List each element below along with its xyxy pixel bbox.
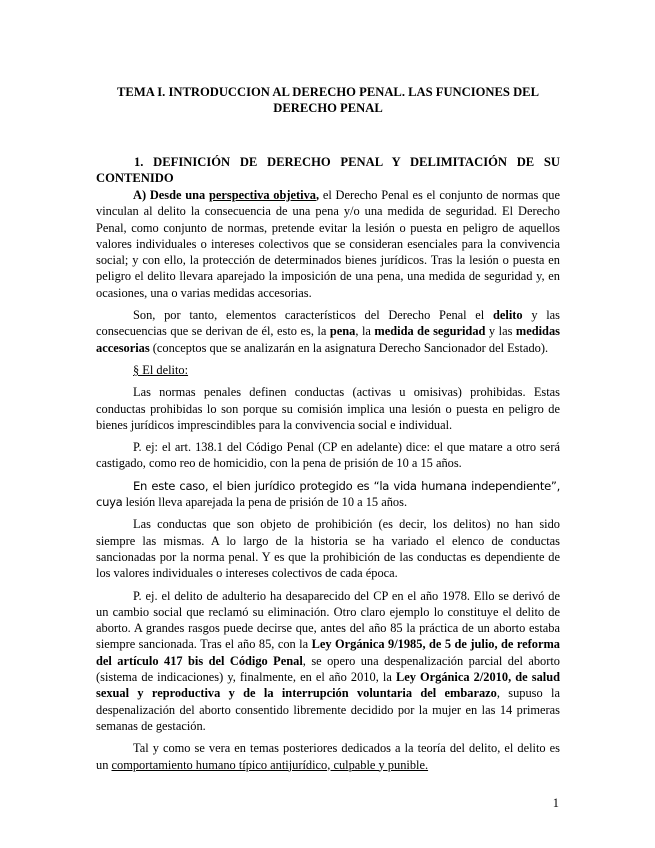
paragraph-bien-juridico bbox=[96, 478, 560, 511]
lead-comma: , bbox=[315, 188, 320, 202]
text-run: , la bbox=[355, 324, 375, 339]
law-lo-9-1985: Ley Orgánica 9/1985, de 5 de julio, de reforma del artículo 417 bis del Código Penal bbox=[96, 637, 560, 668]
text-run: P. ej. el delito de adulterio ha desaparecido del CP en el año 1978. Ello se derivó de un cambio social que reclamó su eliminación. Otro claro ejemplo lo constituye el delito de aborto. A grandes rasgos puede decirse que, antes del año 85 la práctica de un aborto estaba siempre sancionada. Tras el año 85, con la bbox=[96, 588, 560, 652]
subheading-delito: § El delito: bbox=[133, 362, 189, 377]
lead-bold: A) Desde una bbox=[133, 188, 209, 202]
term-medida-seguridad: medida de seguridad bbox=[374, 324, 486, 339]
paragraph-normas: Las normas penales definen conductas (activas u omisivas) prohibidas. Estas conductas prohibidas lo son porque su comisión implica una lesión o puesta en peligro de bienes jurídicos imprescindibles para la convivencia social e individual. bbox=[96, 385, 560, 432]
paragraph-teoria-delito bbox=[96, 740, 560, 773]
text-run: , supuso la despenalización del aborto consentido libremente decidido por la mujer en las 14 primeras semanas de gestación. bbox=[96, 686, 560, 733]
delito-definition-underlined: comportamiento humano típico antijurídico, culpable y punible. bbox=[111, 757, 429, 772]
paragraph-definition-text: el Derecho Penal es el conjunto de normas que vinculan al delito la consecuencia de una pena y/o una medida de seguridad. El Derecho Penal, como conjunto de normas, pretende evitar la lesión o puesta en peligro de aquellos valores individuales o intereses colectivos que se consideran esenciales para la convivencia social; y con ello, la protección de determinados bienes jurídicos. Tras la lesión o puesta en peligro el delito llevara aparejado la imposición de una pena, una medida de seguridad y, en ocasiones, una o varias medidas accesorias. bbox=[96, 188, 560, 300]
paragraph-definition bbox=[96, 187, 560, 301]
paragraph-conductas: Las conductas que son objeto de prohibición (es decir, los delitos) no han sido siempre las mismas. A lo largo de la historia se ha variado el elenco de conductas sancionadas por la norma penal. Y es que la prohibición de las conductas es dependiente de los valores individuales o intereses colectivos de cada época. bbox=[96, 517, 560, 581]
section-heading bbox=[96, 154, 560, 186]
text-run: y las consecuencias que se derivan de él, esto es, la bbox=[96, 308, 561, 339]
term-pena: pena bbox=[329, 324, 356, 339]
paragraph-elements bbox=[96, 307, 560, 356]
text-run: y las bbox=[485, 324, 516, 339]
text-run: Tal y como se vera en temas posteriores dedicados a la teoría del delito, el delito es un bbox=[96, 741, 560, 772]
law-lo-2-2010: Ley Orgánica 2/2010, de salud sexual y reproductiva y de la interrupción voluntaria del embarazo bbox=[96, 670, 560, 701]
text-run-sans: En este caso, el bien jurídico protegido es “la vida humana independiente”, cuya bbox=[96, 478, 560, 510]
section-heading-text: 1. DEFINICIÓN DE DERECHO PENAL Y DELIMITACIÓN DE SU CONTENIDO bbox=[96, 155, 560, 185]
term-medidas-accesorias: medidas accesorias bbox=[96, 324, 560, 355]
paragraph-example-138: P. ej: el art. 138.1 del Código Penal (CP en adelante) dice: el que matare a otro será castigado, como reo de homicidio, con la pena de prisión de 10 a 15 años. bbox=[96, 440, 560, 471]
document-title: TEMA I. INTRODUCCION AL DERECHO PENAL. LAS FUNCIONES DEL DERECHO PENAL bbox=[117, 85, 539, 115]
text-run: , se opero una despenalización parcial del aborto (sistema de indicaciones) y, finalmente, en el año 2010, la bbox=[96, 653, 560, 685]
page-number: 1 bbox=[552, 796, 559, 810]
paragraph-adulterio-aborto bbox=[96, 588, 560, 735]
text-run: Son, por tanto, elementos característicos del Derecho Penal el bbox=[133, 308, 493, 323]
lead-underlined: perspectiva objetiva bbox=[208, 188, 316, 202]
term-delito: delito bbox=[492, 308, 523, 323]
text-run: lesión lleva aparejada la pena de prisión de 10 a 15 años. bbox=[122, 495, 408, 510]
text-run: (conceptos que se analizarán en la asignatura Derecho Sancionador del Estado). bbox=[149, 340, 549, 355]
